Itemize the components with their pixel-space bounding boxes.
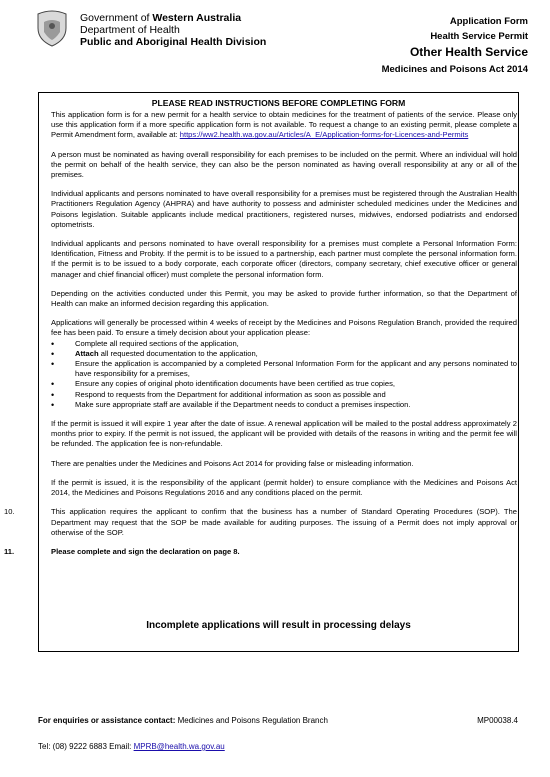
item-11-number: 11. — [4, 546, 15, 556]
form-type: Application Form — [449, 16, 528, 27]
checklist — [51, 339, 517, 410]
incomplete-warning: Incomplete applications will result in processing delays — [146, 620, 411, 631]
list-item: • Ensure the application is accompanied by a completed Personal Information Form for the applicant and any persons nominated to have responsibility for a premises, — [51, 359, 517, 379]
division-name: Public and Aboriginal Health Division — [80, 36, 267, 48]
instructions-box — [4, 92, 519, 652]
instructions-title: PLEASE READ INSTRUCTIONS BEFORE COMPLETING FORM — [151, 98, 406, 108]
para-expiry: If the permit is issued it will expire 1 year after the date of issue. A renewal application will be mailed to the postal address approximately 2 months prior to expiry. If the permit is not issued, the applicant will be provided with details of the reasons in writing and the permit fee will be refunded. The application fee is non-refundable. — [51, 419, 517, 449]
para-intro-text: This application form is for a new permit for a health service to obtain medicines for the treatment of patients of the service. Please only use this application form if a more specific application form is not available. To request a change to an existing permit, please complete a Permit Amendment form, available at: — [51, 110, 517, 140]
para-compliance: If the permit is issued, it is the responsibility of the applicant (permit holder) to ensure compliance with the Medicines and Poisons Act 2014, the Medicines and Poisons Regulations 2016 and any conditions placed on the permit. — [51, 477, 517, 498]
page-header — [0, 0, 550, 80]
contact-label: For enquiries or assistance contact: — [38, 716, 176, 725]
para-registration: Individual applicants and persons nominated to have overall responsibility for a premises must be registered through the Australian Health Practitioners Regulation Agency (AHPRA) and have authority to possess and administer scheduled medicines under the Medicines and Poisons legislation. Suitable applicants include medical practitioners, registered nurses, midwives, endorsed podiatrists and endorsed optometrists. — [51, 189, 517, 229]
para-further-info: Depending on the activities conducted under this Permit, you may be asked to provide further information, so that the Department of Health can make an informed decision regarding this application. — [51, 288, 517, 309]
instructions-content — [4, 110, 517, 566]
item-10-number: 10. — [4, 507, 15, 517]
item-11-text: Please complete and sign the declaration on page 8. — [51, 546, 240, 556]
para-intro — [51, 110, 517, 141]
list-item: • Respond to requests from the Department for additional information as soon as possible and — [51, 390, 517, 400]
list-item: • Make sure appropriate staff are available if the Department needs to conduct a premises inspection. — [51, 400, 517, 410]
para-penalties: There are penalties under the Medicines and Poisons Act 2014 for providing false or misleading information. — [51, 458, 414, 468]
act-name: Medicines and Poisons Act 2014 — [381, 64, 528, 75]
para-nomination: A person must be nominated as having overall responsibility for each premises to be included on the permit. Where an individual will hold the permit on behalf of the health service, they can also be the person nominated as having overall responsibility at any or all of the premises. — [51, 149, 517, 180]
para-processing: Applications will generally be processed within 4 weeks of receipt by the Medicines and Poisons Regulation Branch, provided the required fee has been paid. To ensure a timely decision about your application please: — [51, 318, 517, 338]
tel-text: Tel: (08) 9222 6883 Email: — [38, 742, 134, 751]
list-item: • Ensure any copies of original photo identification documents have been certified as true copies, — [51, 379, 517, 389]
list-item: • Attach all requested documentation to the application, — [51, 349, 517, 359]
email-link[interactable]: MPRB@health.wa.gov.au — [133, 742, 225, 751]
wa-government-crest-icon — [34, 8, 70, 48]
contact-branch: Medicines and Poisons Regulation Branch — [175, 716, 328, 725]
department-name: Department of Health — [80, 24, 180, 36]
para-personal-info: Individual applicants and persons nominated to have overall responsibility for a premises must complete a Personal Information Form: Identification, Fitness and Probity. If the permit is to be issued to a partnership, each partner must complete the personal information form. If the permit is to be issued to a body corporate, each corporate officer (directors, company secretary, chief executive officer or general manager and chief financial officer) must complete the personal information form. — [51, 239, 517, 279]
form-title-block — [382, 15, 528, 76]
footer-contact — [38, 716, 518, 725]
government-branding — [80, 12, 266, 48]
permit-type: Health Service Permit — [430, 31, 528, 42]
item-11 — [4, 546, 517, 557]
list-item: • Complete all required sections of the application, — [51, 339, 517, 349]
item-10-text: This application requires the applicant to confirm that the business has a number of Standard Operating Procedures (SOP). The Department may request that the SOP be made available for auditing purposes. The issuing of a Permit does not imply approval or otherwise of the SOP. — [51, 507, 517, 537]
footer-tel-email — [38, 742, 225, 751]
form-code: MP00038.4 — [477, 716, 518, 725]
government-title: Government of Western Australia — [80, 12, 242, 24]
permit-forms-link[interactable]: https://ww2.health.wa.gov.au/Articles/A_E/Application-forms-for-Licences-and-Permits — [179, 130, 469, 140]
service-type: Other Health Service — [409, 45, 528, 59]
item-10 — [4, 507, 517, 538]
